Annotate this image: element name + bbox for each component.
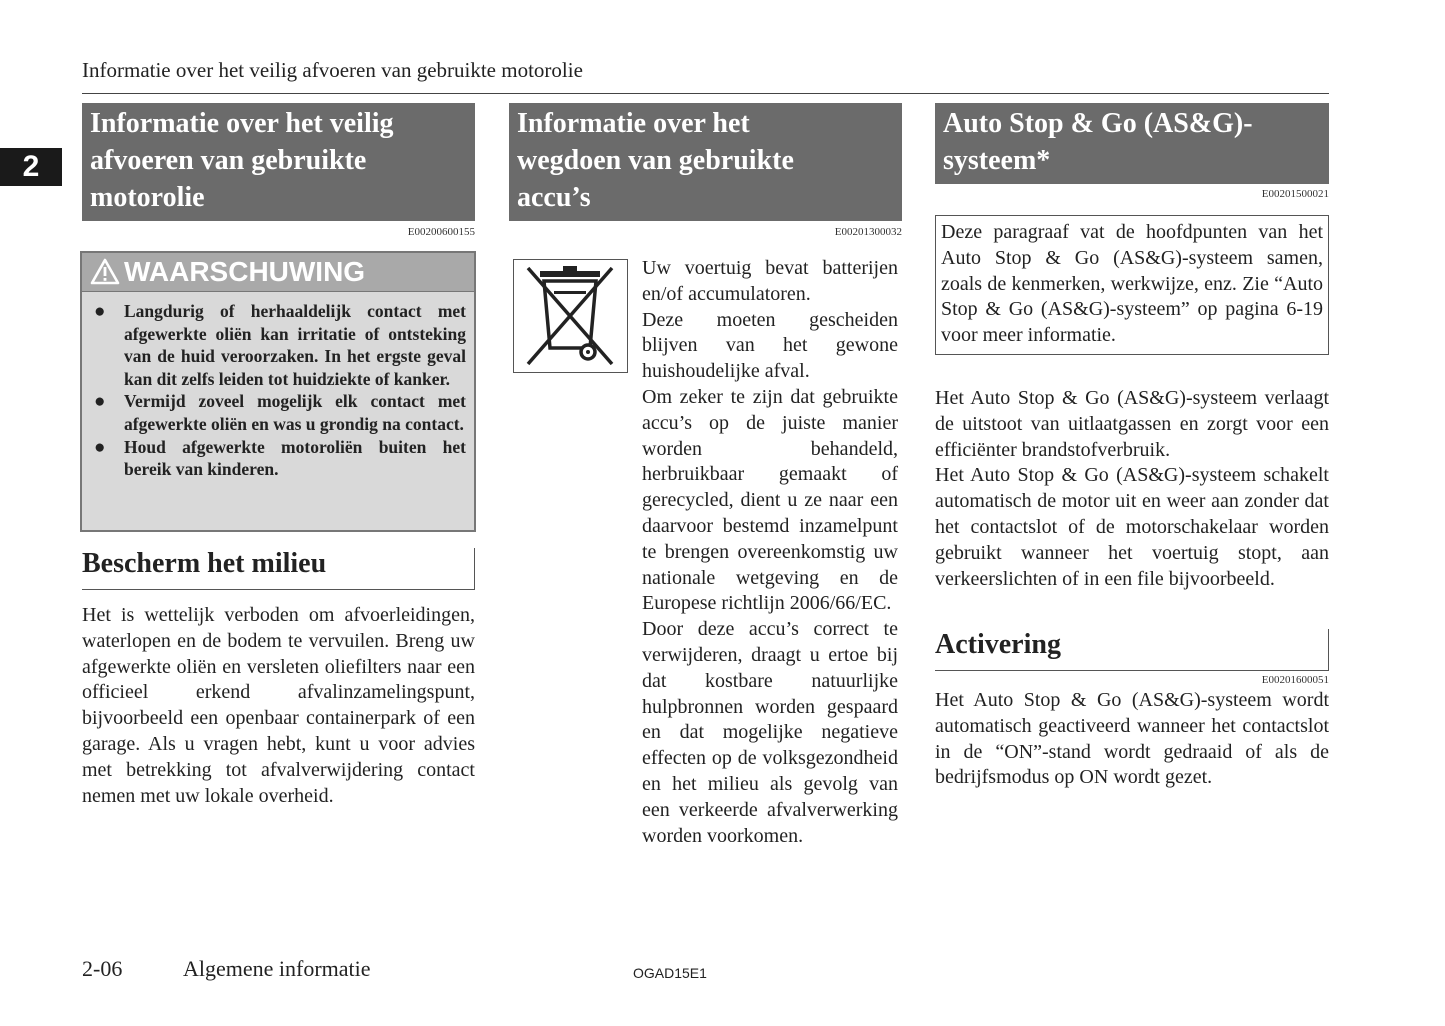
heading-line: accu’s	[517, 182, 591, 213]
crossed-bin-pictogram	[513, 259, 628, 373]
asg-text	[935, 386, 1329, 592]
paragraph: Deze moeten gescheiden blijven van het gewone huishoudelijke afval.	[642, 308, 898, 383]
page-number: 2-06	[82, 956, 123, 981]
section-code: E00201600051	[1261, 674, 1329, 686]
warning-item	[90, 300, 466, 390]
heading-line: Auto Stop & Go (AS&G)-	[943, 108, 1253, 139]
warning-list	[82, 292, 474, 481]
bullet-icon: ●	[94, 301, 106, 322]
subheading-activation: Activering	[935, 629, 1329, 671]
section-code: E00201500021	[1261, 188, 1329, 200]
chapter-tab: 2	[0, 148, 62, 186]
warning-item-text: Vermijd zoveel mogelijk elk contact met afgewerkte oliën en was u grondig na contact.	[124, 391, 466, 434]
warning-item	[90, 436, 466, 481]
warning-label: WAARSCHUWING	[124, 256, 366, 287]
running-header: Informatie over het veilig afvoeren van gebruikte motorolie	[82, 58, 583, 82]
crossed-out-wheelie-bin-icon	[514, 260, 626, 371]
footer-section-title: Algemene informatie	[183, 956, 371, 981]
reference-note-box: Deze paragraaf vat de hoofdpunten van het Auto Stop & Go (AS&G)-systeem samen, zoals de kenmerken, werkwijze, enz. Zie “Auto Stop & Go (AS&G)-systeem” op pagina 6-19 voor meer informatie.	[935, 215, 1329, 355]
heading-line: Informatie over het veilig	[90, 108, 394, 139]
activation-text: Het Auto Stop & Go (AS&G)-systeem wordt automatisch geactiveerd wanneer het contactslot in de “ON”-stand wordt gedraaid of als de bedrijfsmodus op ON wordt gezet.	[935, 689, 1329, 789]
heading-line: systeem*	[943, 145, 1051, 176]
section-code: E00201300032	[834, 226, 902, 238]
warning-title	[82, 253, 474, 292]
document-code: OGAD15E1	[633, 965, 707, 981]
section-code: E00200600155	[407, 226, 475, 238]
warning-triangle-icon	[90, 258, 120, 285]
paragraph: Het Auto Stop & Go (AS&G)-systeem schakelt automatisch de motor uit en weer aan zonder dat het contactslot of de motorschakelaar worden gebruikt wanneer het voertuig stopt, aan verkeerslichten of in een file bijvoorbeeld.	[935, 464, 1329, 590]
paragraph: Het Auto Stop & Go (AS&G)-systeem verlaagt de uitstoot van uitlaatgassen en zorgt voor een efficiënter brandstofverbruik.	[935, 387, 1329, 461]
bullet-icon: ●	[94, 391, 106, 413]
paragraph: Uw voertuig bevat batterijen en/of accumulatoren.	[642, 257, 898, 305]
paragraph: Om zeker te zijn dat gebruikte accu’s op de juiste manier worden behandeld, herbruikbaar gemaakt of gerecycled, dient u ze naar een daarvoor bestemd inzamelpunt te brengen overeenkomstig uw nationale wetgeving en de Europese richtlijn 2006/66/EC.	[642, 385, 898, 615]
warning-box	[80, 251, 476, 532]
heading-line: motorolie	[90, 182, 205, 213]
warning-item	[90, 390, 466, 435]
environment-text: Het is wettelijk verboden om afvoerleidingen, waterlopen en de bodem te vervuilen. Breng uw afgewerkte oliën en versleten oliefilters naar een officieel erkend afvalinzamelingspunt, bijvoorbeeld een openbaar containerpark of een garage. Als u vragen hebt, kunt u voor advies met betrekking tot afvalverwijdering contact nemen met uw lokale overheid.	[82, 604, 475, 807]
section-heading-asg	[935, 103, 1329, 184]
section-heading-batteries	[509, 103, 902, 221]
bullet-icon: ●	[94, 436, 106, 458]
battery-text	[642, 256, 898, 849]
heading-line: Informatie over het	[517, 108, 750, 139]
warning-item-text: Langdurig of herhaaldelijk contact met afgewerkte oliën kan irritatie of ontsteking van de huid veroorzaken. In het ergste geval kan dit zelfs leiden tot huidziekte of kanker.	[124, 301, 466, 389]
heading-line: afvoeren van gebruikte	[90, 145, 367, 176]
heading-line: wegdoen van gebruikte	[517, 145, 794, 176]
header-rule	[82, 93, 1329, 94]
warning-item-text: Houd afgewerkte motoroliën buiten het bereik van kinderen.	[124, 436, 466, 480]
subheading-environment: Bescherm het milieu	[82, 548, 475, 590]
section-heading-motor-oil	[82, 103, 475, 221]
paragraph: Door deze accu’s correct te verwijderen, draagt u ertoe bij dat kostbare natuurlijke hulpbronnen worden gespaard en dat mogelijke negatieve effecten op de volksgezondheid en het milieu als gevolg van een verkeerde afvalverwerking worden voorkomen.	[642, 618, 898, 847]
